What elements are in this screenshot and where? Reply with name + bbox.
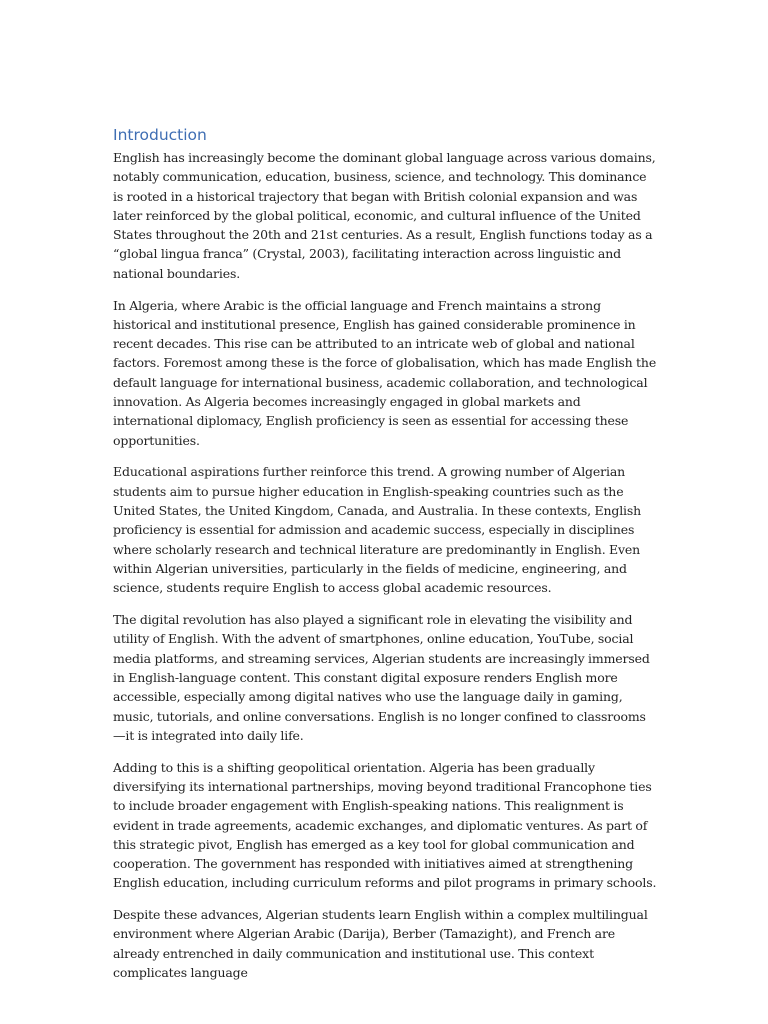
section-heading: Introduction — [113, 126, 207, 144]
paragraph: Despite these advances, Algerian students learn English within a complex multilingual environment where Algerian Arabic (Darija), Berber (Tamazight), and French are already entrenched in daily communication and institutional use. This context complicates language — [113, 907, 648, 981]
paragraph: Educational aspirations further reinforce this trend. A growing number of Algerian students aim to pursue higher education in English-speaking countries such as the United States, the United Kingdom, Canada, and Australia. In these contexts, English proficiency is essential for admission and academic success, especially in disciplines where scholarly research and technical literature are predominantly in English. Even within Algerian universities, particularly in the fields of medicine, engineering, and science, students require English to access global academic resources. — [113, 464, 642, 596]
paragraph: In Algeria, where Arabic is the official language and French maintains a strong historical and institutional presence, English has gained considerable prominence in recent decades. This rise can be attributed to an intricate web of global and national factors. Foremost among these is the force of globalisation, which has made English the default language for international business, academic collaboration, and technological innovation. As Algeria becomes increasingly engaged in global markets and international diplomacy, English proficiency is seen as essential for accessing these opportunities. — [113, 297, 657, 448]
paragraph: The digital revolution has also played a significant role in elevating the visibility and utility of English. With the advent of smartphones, online education, YouTube, social media platforms, and streaming services, Algerian students are increasingly immersed in English-language content. This constant digital exposure renders English more accessible, especially among digital natives who use the language daily in gaming, music, tutorials, and online conversations. English is no longer confined to classrooms—it is integrated into daily life. — [113, 612, 650, 743]
paragraph: English has increasingly become the dominant global language across various domains, notably communication, education, business, science, and technology. This dominance is rooted in a historical trajectory that began with British colonial expansion and was later reinforced by the global political, economic, and cultural influence of the United States throughout the 20th and 21st centuries. As a result, English functions today as a “global lingua franca” (Crystal, 2003), facilitating interaction across linguistic and national boundaries. — [113, 150, 656, 281]
document-body — [113, 124, 658, 995]
paragraph: Adding to this is a shifting geopolitical orientation. Algeria has been gradually diversifying its international partnerships, moving beyond traditional Francophone ties to include broader engagement with English-speaking nations. This realignment is evident in trade agreements, academic exchanges, and diplomatic ventures. As part of this strategic pivot, English has emerged as a key tool for global communication and cooperation. The government has responded with initiatives aimed at strengthening English education, including curriculum reforms and pilot programs in primary schools. — [113, 759, 657, 891]
